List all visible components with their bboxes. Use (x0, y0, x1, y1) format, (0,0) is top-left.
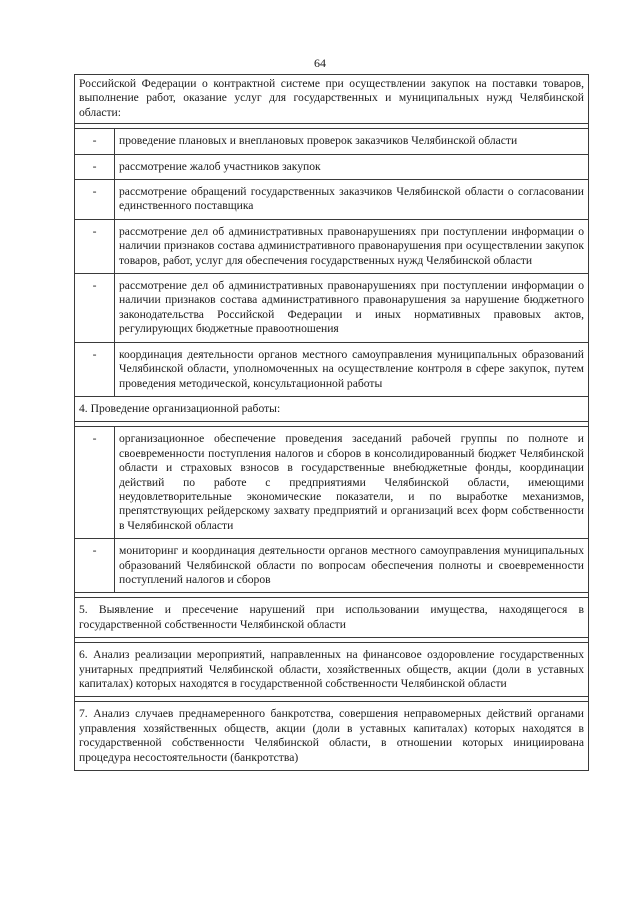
table-row-section-7 (75, 702, 589, 771)
list-item-text: рассмотрение дел об административных правонарушениях при поступлении информации о наличии признаков состава административного правонарушения за нарушение бюджетного законодательства Российской Федерации и иных нормативных правовых актов, регулирующих бюджетные правоотношения (115, 274, 589, 343)
table-row (75, 154, 589, 179)
intro-text: Российской Федерации о контрактной системе при осуществлении закупок на поставки товаров, выполнение работ, оказание услуг для государственных и муниципальных нужд Челябинской области: (75, 75, 589, 124)
table-row (75, 427, 589, 539)
list-dash: - (75, 129, 115, 154)
list-dash: - (75, 219, 115, 273)
list-dash: - (75, 154, 115, 179)
section-4-title: 4. Проведение организационной работы: (75, 396, 589, 421)
table-row-intro (75, 75, 589, 124)
table-row (75, 180, 589, 220)
list-dash: - (75, 427, 115, 539)
table-row-section-6 (75, 643, 589, 697)
table-row (75, 219, 589, 273)
list-item-text: рассмотрение обращений государственных заказчиков Челябинской области о согласовании единственного поставщика (115, 180, 589, 220)
list-item-text: рассмотрение дел об административных правонарушениях при поступлении информации о наличии признаков состава административного правонарушения при осуществлении закупок товаров, работ, услуг для обеспечения государственных нужд Челябинской области (115, 219, 589, 273)
list-dash: - (75, 274, 115, 343)
table-row (75, 129, 589, 154)
list-dash: - (75, 539, 115, 593)
table-row (75, 342, 589, 396)
list-dash: - (75, 180, 115, 220)
table-row (75, 539, 589, 593)
section-6-text: 6. Анализ реализации мероприятий, направленных на финансовое оздоровление государственных унитарных предприятий Челябинской области, хозяйственных обществ, акции (доли в уставных капиталах) которых находятся в государственной собственности Челябинской области (75, 643, 589, 697)
section-7-text: 7. Анализ случаев преднамеренного банкротства, совершения неправомерных действий органами управления хозяйственных обществ, акции (доли в уставных капиталах) которых находятся в государственной собственности Челябинской области, в отношении которых инициирована процедура несостоятельности (банкротства) (75, 702, 589, 771)
list-item-text: проведение плановых и внеплановых проверок заказчиков Челябинской области (115, 129, 589, 154)
list-dash: - (75, 342, 115, 396)
table-row (75, 274, 589, 343)
list-item-text: организационное обеспечение проведения заседаний рабочей группы по полноте и своевременности поступления налогов и сборов в консолидированный бюджет Челябинской области и страховых взносов в государственные внебюджетные фонды, координации действий по работе с предприятиями Челябинской области, имеющими неудовлетворительные экономические показатели, и по выработке механизмов, препятствующих рейдерскому захвату предприятий и организаций всех форм собственности в Челябинской области (115, 427, 589, 539)
section-5-text: 5. Выявление и пресечение нарушений при использовании имущества, находящегося в государственной собственности Челябинской области (75, 598, 589, 638)
list-item-text: координация деятельности органов местного самоуправления муниципальных образований Челябинской области, уполномоченных на осуществление контроля в сфере закупок, путем проведения методической, консультационной работы (115, 342, 589, 396)
page-number: 64 (314, 56, 326, 70)
list-item-text: рассмотрение жалоб участников закупок (115, 154, 589, 179)
list-item-text: мониторинг и координация деятельности органов местного самоуправления муниципальных образований Челябинской области по вопросам обеспечения полноты и своевременности поступлений налогов и сборов (115, 539, 589, 593)
document-table (74, 74, 589, 771)
table-row-section-4 (75, 396, 589, 421)
table-row-section-5 (75, 598, 589, 638)
